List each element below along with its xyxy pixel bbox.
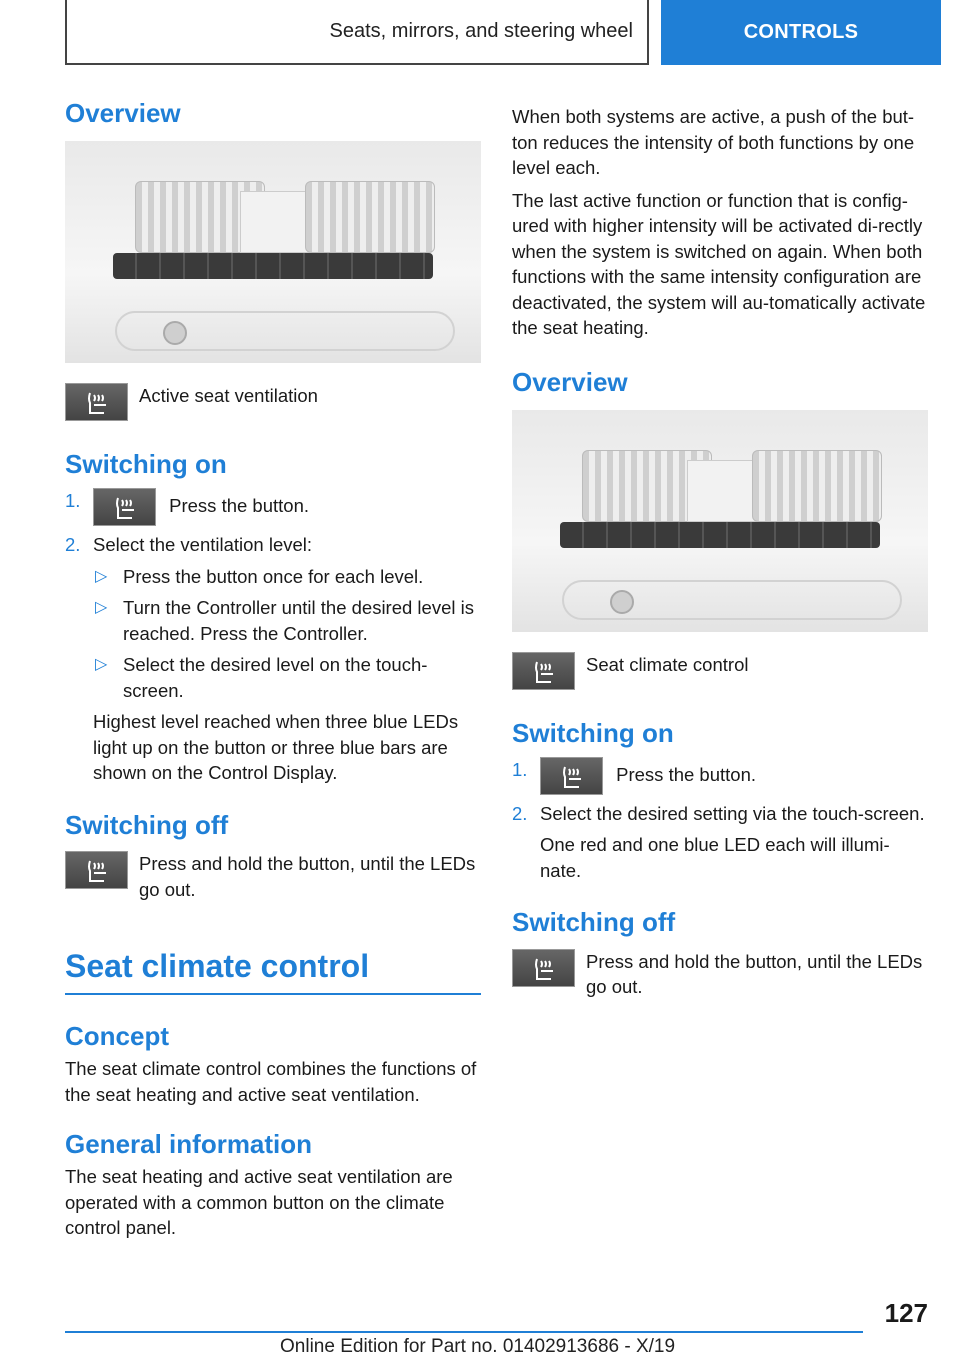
step-text: Press the button. — [169, 495, 310, 517]
step-text: Select the ventilation level: — [93, 534, 313, 556]
triangle-bullet-icon: ▷ — [95, 567, 108, 585]
seat-climate-icon — [540, 757, 603, 795]
intro-paragraph-1: When both systems are active, a push of the but-ton reduces the intensity of both functions by one level each. — [512, 106, 915, 178]
running-header — [65, 0, 649, 65]
right-air-vent — [752, 450, 882, 522]
step-note: Highest level reached when three blue LEDs light up on the button or three blue bars are shown on the Control Display. — [93, 711, 459, 784]
step-number: 2. — [65, 534, 81, 556]
seat-climate-icon — [512, 949, 575, 987]
left-column — [65, 98, 481, 1241]
triangle-bullet-icon: ▷ — [95, 656, 108, 674]
switching-on-heading: Switching on — [512, 717, 674, 748]
icon-caption-row — [65, 381, 481, 421]
switching-on-steps — [65, 488, 481, 786]
switching-on-heading: Switching on — [65, 449, 227, 480]
switch-off-row — [512, 947, 928, 1000]
overview-heading: Overview — [65, 98, 181, 128]
overview-heading: Overview — [512, 366, 628, 397]
general-info-heading: General information — [65, 1129, 313, 1160]
bullet-item — [93, 564, 481, 590]
step-text: Press the button. — [616, 763, 757, 785]
right-air-vent — [305, 181, 435, 253]
concept-text: The seat climate control combines the functions of the seat heating and active seat ventilation. — [65, 1058, 477, 1105]
step-number: 1. — [512, 758, 528, 780]
step-number: 1. — [65, 490, 81, 512]
climate-button-strip — [560, 522, 880, 548]
bullet-text: Press the button once for each level. — [123, 565, 424, 587]
climate-button-strip — [113, 253, 433, 279]
general-info-text: The seat heating and active seat ventilation are operated with a common button on the climate control panel. — [65, 1166, 453, 1239]
bullet-list — [93, 564, 481, 704]
triangle-bullet-icon: ▷ — [95, 599, 108, 617]
step-number: 2. — [512, 802, 528, 824]
volume-knob — [163, 321, 187, 345]
bullet-text: Turn the Controller until the desired level is reached. Press the Controller. — [123, 597, 474, 644]
step-1 — [65, 488, 481, 526]
center-display — [240, 191, 310, 253]
chapter-heading: Seat climate control — [65, 948, 481, 995]
footer-divider — [65, 1331, 863, 1333]
header-section-title: Seats, mirrors, and steering wheel — [329, 20, 633, 42]
seat-ventilation-icon — [65, 851, 128, 889]
step-text: Select the desired setting via the touch-screen. — [540, 802, 925, 824]
page-number: 127 — [884, 1298, 928, 1328]
switching-on-steps — [512, 757, 928, 884]
switch-off-row — [65, 849, 481, 902]
chapter-tab — [661, 0, 941, 65]
climate-panel-photo — [512, 410, 928, 632]
step-2 — [512, 801, 928, 884]
switch-off-text: Press and hold the button, until the LEDs go out. — [586, 950, 923, 998]
intro-paragraph-2: The last active function or function that is config-ured with higher intensity will be activated di-rectly when the system is switched on again. When both functions with the same intensity configuration are deactivated, the system will au-tomatically activate the seat heating. — [512, 189, 926, 338]
step-2 — [65, 532, 481, 786]
step-1 — [512, 757, 928, 795]
seat-ventilation-icon — [65, 383, 128, 421]
chapter-tab-label: CONTROLS — [743, 21, 859, 43]
concept-heading: Concept — [65, 1021, 169, 1052]
bullet-item — [93, 652, 481, 703]
seat-climate-icon — [512, 652, 575, 690]
bullet-item — [93, 595, 481, 646]
climate-panel-photo — [65, 141, 481, 363]
switching-off-heading: Switching off — [65, 809, 229, 840]
seat-ventilation-icon — [93, 488, 156, 526]
icon-caption: Active seat ventilation — [139, 385, 318, 407]
switching-off-heading: Switching off — [512, 907, 676, 938]
center-display — [687, 460, 757, 522]
step-note: One red and one blue LED each will illumi-nate. — [540, 834, 890, 881]
right-column — [512, 104, 928, 1000]
bullet-text: Select the desired level on the touch-screen. — [123, 654, 428, 701]
icon-caption: Seat climate control — [586, 653, 749, 675]
volume-knob — [610, 590, 634, 614]
footer-edition: Online Edition for Part no. 01402913686 - X/19 — [280, 1336, 676, 1357]
icon-caption-row — [512, 650, 928, 690]
switch-off-text: Press and hold the button, until the LEDs go out. — [139, 853, 476, 900]
